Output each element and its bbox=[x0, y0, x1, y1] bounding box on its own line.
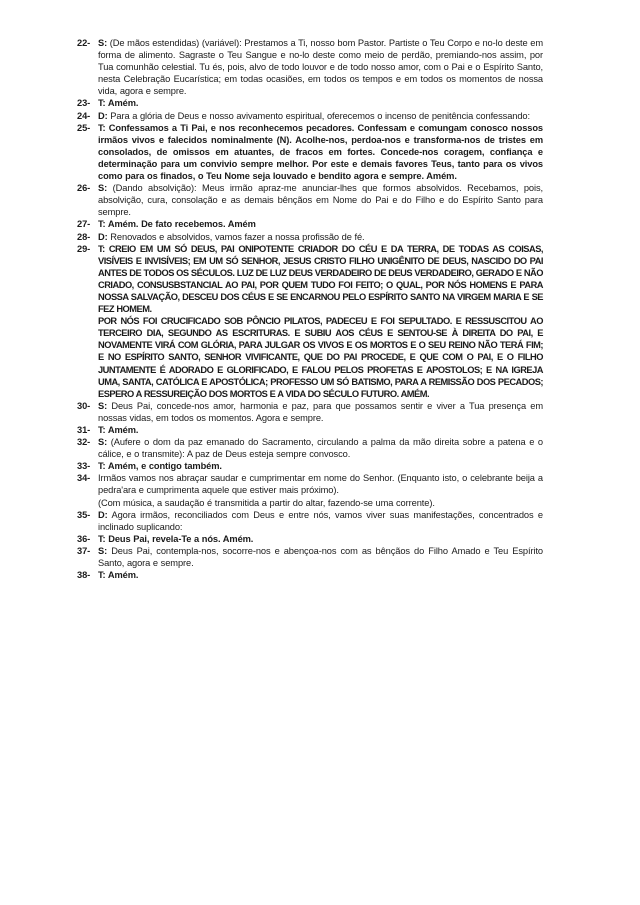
speaker-label: S: bbox=[98, 437, 108, 448]
item-paragraph: D: Agora irmãos, reconciliados com Deus e entre nós, vamos viver suas manifestações, concentrados e inclinado suplicando: bbox=[98, 509, 543, 532]
item-number: 38- bbox=[77, 570, 91, 581]
list-item-32 bbox=[77, 436, 543, 460]
item-paragraph: S: (Dando absolvição): Meus irmão apraz-me anunciar-lhes que formos absolvidos. Recebamos, pois, absolvição, cura, consolação e as demais bênçãos em Nome do Pai e do Filho e do Espírito Santo para sempre. bbox=[98, 183, 543, 218]
item-number: 28- bbox=[77, 231, 91, 242]
list-item-35 bbox=[77, 509, 543, 533]
list-item-34 bbox=[77, 472, 543, 508]
item-paragraph: T: Amém. bbox=[98, 98, 139, 109]
list-item-23 bbox=[77, 97, 543, 109]
item-paragraph: S: Deus Pai, concede-nos amor, harmonia e paz, para que possamos sentir e viver a Tua presença em nossas vidas, em todos os momentos. Agora e sempre. bbox=[98, 400, 543, 423]
list-item-28 bbox=[77, 231, 543, 243]
item-number: 25- bbox=[77, 122, 91, 133]
list-item-37 bbox=[77, 545, 543, 569]
speaker-label: T: bbox=[98, 533, 106, 544]
speaker-label: D: bbox=[98, 110, 108, 121]
speaker-label: T: bbox=[98, 243, 105, 254]
list-item-38 bbox=[77, 569, 543, 581]
item-paragraph: S: (Aufere o dom da paz emanado do Sacramento, circulando a palma da mão direita sobre a patena e o cálice, e o transmite): A paz de Deus esteja sempre convosco. bbox=[98, 437, 543, 460]
item-body bbox=[98, 97, 543, 109]
item-body bbox=[98, 182, 543, 218]
item-body bbox=[98, 509, 543, 533]
item-number: 30- bbox=[77, 400, 91, 411]
speaker-label: S: bbox=[98, 400, 108, 411]
item-body bbox=[98, 472, 543, 508]
item-number: 23- bbox=[77, 98, 91, 109]
item-number: 29- bbox=[77, 243, 91, 254]
item-number: 27- bbox=[77, 219, 91, 230]
speaker-label: T: bbox=[98, 461, 106, 472]
item-paragraph: T: Amém. bbox=[98, 570, 139, 581]
item-paragraph: D: Para a glória de Deus e nosso avivamento espiritual, oferecemos o incenso de penitência confessando: bbox=[98, 110, 530, 121]
speaker-label: D: bbox=[98, 231, 108, 242]
list-item-24 bbox=[77, 110, 543, 122]
item-paragraph: (Com música, a saudação é transmitida a partir do altar, fazendo-se uma corrente). bbox=[98, 497, 435, 508]
item-body bbox=[98, 533, 543, 545]
item-number: 24- bbox=[77, 110, 91, 121]
speaker-label: D: bbox=[98, 509, 108, 520]
item-paragraph: T: Deus Pai, revela-Te a nós. Amém. bbox=[98, 533, 254, 544]
item-number: 37- bbox=[77, 545, 91, 556]
item-paragraph: T: Amém. bbox=[98, 425, 139, 435]
item-paragraph: T: Amém. De fato recebemos. Amém bbox=[98, 219, 256, 230]
speaker-label: S: bbox=[98, 545, 108, 556]
list-item-27 bbox=[77, 218, 543, 230]
item-number: 32- bbox=[77, 437, 91, 448]
item-paragraph: S: (De mãos estendidas) (variável): Prestamos a Ti, nosso bom Pastor. Partiste o Teu Corpo e no-lo deste em forma de alimento. Sagraste o Teu Sangue e no-lo deste como meio de perdão, premiando-nos assim, por Tua comunhão celestial. Tu és, pois, alvo de todo louvor e de todo nosso amor, com o Pai e o Espírito Santo, nesta Celebração Eucarística; em todas ocasiões, em todos os tempos e em todos os momentos de nossa vida, agora e sempre. bbox=[98, 38, 543, 97]
item-body bbox=[98, 122, 543, 182]
item-paragraph: Irmãos vamos nos abraçar saudar e cumprimentar em nome do Senhor. (Enquanto isto, o celebrante beija a pedra'ara e cumprimenta aquele que estiver mais próximo). bbox=[98, 473, 543, 496]
item-number: 33- bbox=[77, 461, 91, 472]
list-item-25 bbox=[77, 122, 543, 182]
list-item-36 bbox=[77, 533, 543, 545]
liturgy-list bbox=[77, 37, 543, 581]
item-number: 31- bbox=[77, 425, 91, 435]
list-item-22 bbox=[77, 37, 543, 97]
item-body bbox=[98, 243, 543, 400]
item-body bbox=[98, 218, 543, 230]
item-number: 36- bbox=[77, 533, 91, 544]
speaker-label: S: bbox=[98, 183, 108, 194]
list-item-33 bbox=[77, 460, 543, 472]
speaker-label: T: bbox=[98, 98, 106, 109]
item-paragraph: T: CREIO EM UM SÓ DEUS, PAI ONIPOTENTE CRIADOR DO CÉU E DA TERRA, DE TODAS AS COISAS, VISÍVEIS E INVISÍVEIS; EM UM SÓ SENHOR, JESUS CRISTO FILHO UNIGÊNITO DE DEUS, NASCIDO DO PAI ANTES DE TODOS OS SÉCULOS. LUZ DE LUZ DEUS VERDADEIRO DE DEUS VERDADEIRO, GERADO E NÃO CRIADO, CONSUSBSTANCIAL AO PAI, POR QUEM TUDO FOI FEITO; O QUAL, POR NÓS HOMENS E PARA NOSSA SALVAÇÃO, DESCEU DOS CÉUS E SE ENCARNOU PELO ESPÍRITO SANTO NA VIRGEM MARIA E SE FEZ HOMEM. bbox=[98, 243, 543, 315]
item-body bbox=[98, 400, 543, 424]
speaker-label: T: bbox=[98, 425, 106, 435]
item-body bbox=[98, 424, 543, 436]
item-paragraph: D: Renovados e absolvidos, vamos fazer a nossa profissão de fé. bbox=[98, 231, 365, 242]
speaker-label: S: bbox=[98, 38, 108, 48]
list-item-29 bbox=[77, 243, 543, 400]
item-body bbox=[98, 569, 543, 581]
item-body bbox=[98, 231, 543, 243]
speaker-label: T: bbox=[98, 570, 106, 581]
item-body bbox=[98, 37, 543, 97]
speaker-label: T: bbox=[98, 219, 106, 230]
list-item-31 bbox=[77, 424, 543, 436]
item-paragraph: T: Confessamos a Ti Pai, e nos reconhecemos pecadores. Confessam e comungam conosco nossos irmãos vivos e falecidos nominalmente (N). Acolhe-nos, perdoa-nos e transforma-nos de tristes em consolados, de omissos em atuantes, de fracos em fortes. Concede-nos coragem, confiança e determinação para um convivio sempre melhor. Por este e demais favores Teus, tanto para os vivos como para os finados, o Teu Nome seja louvado e bendito agora e sempre. Amém. bbox=[98, 122, 543, 182]
item-body bbox=[98, 460, 543, 472]
item-number: 35- bbox=[77, 509, 91, 520]
list-item-26 bbox=[77, 182, 543, 218]
item-number: 22- bbox=[77, 38, 91, 48]
item-paragraph: T: Amém, e contigo também. bbox=[98, 461, 222, 472]
item-paragraph: POR NÓS FOI CRUCIFICADO SOB PÔNCIO PILATOS, PADECEU E FOI SEPULTADO. E RESSUSCITOU AO TERCEIRO DIA, SEGUNDO AS ESCRITURAS. E SUBIU AOS CÉUS E SENTOU-SE À DIREITA DO PAI, E NOVAMENTE VIRÁ COM GLÓRIA, PARA JULGAR OS VIVOS E OS MORTOS E O SEU REINO NÃO TERÁ FIM; E NO ESPÍRITO SANTO, SENHOR VIVIFICANTE, QUE DO PAI PROCEDE, E QUE COM O PAI, E O FILHO JUNTAMENTE É ADORADO E GLORIFICADO, E FALOU PELOS PROFETAS E APOSTOLOS; E NA IGREJA UMA, SANTA, CATÓLICA E APOSTÓLICA; PROFESSO UM SÓ BATISMO, PARA A REMISSÃO DOS PECADOS; ESPERO A RESSUREIÇÃO DOS MORTOS E A VIDA DO SÉCULO FUTURO. AMÉM. bbox=[98, 316, 543, 399]
item-number: 26- bbox=[77, 183, 91, 194]
item-number: 34- bbox=[77, 473, 91, 484]
list-item-30 bbox=[77, 400, 543, 424]
speaker-label: T: bbox=[98, 122, 106, 133]
item-body bbox=[98, 110, 543, 122]
item-body bbox=[98, 545, 543, 569]
item-body bbox=[98, 436, 543, 460]
item-paragraph: S: Deus Pai, contempla-nos, socorre-nos e abençoa-nos com as bênçãos do Filho Amado e Teu Espírito Santo, agora e sempre. bbox=[98, 545, 543, 569]
